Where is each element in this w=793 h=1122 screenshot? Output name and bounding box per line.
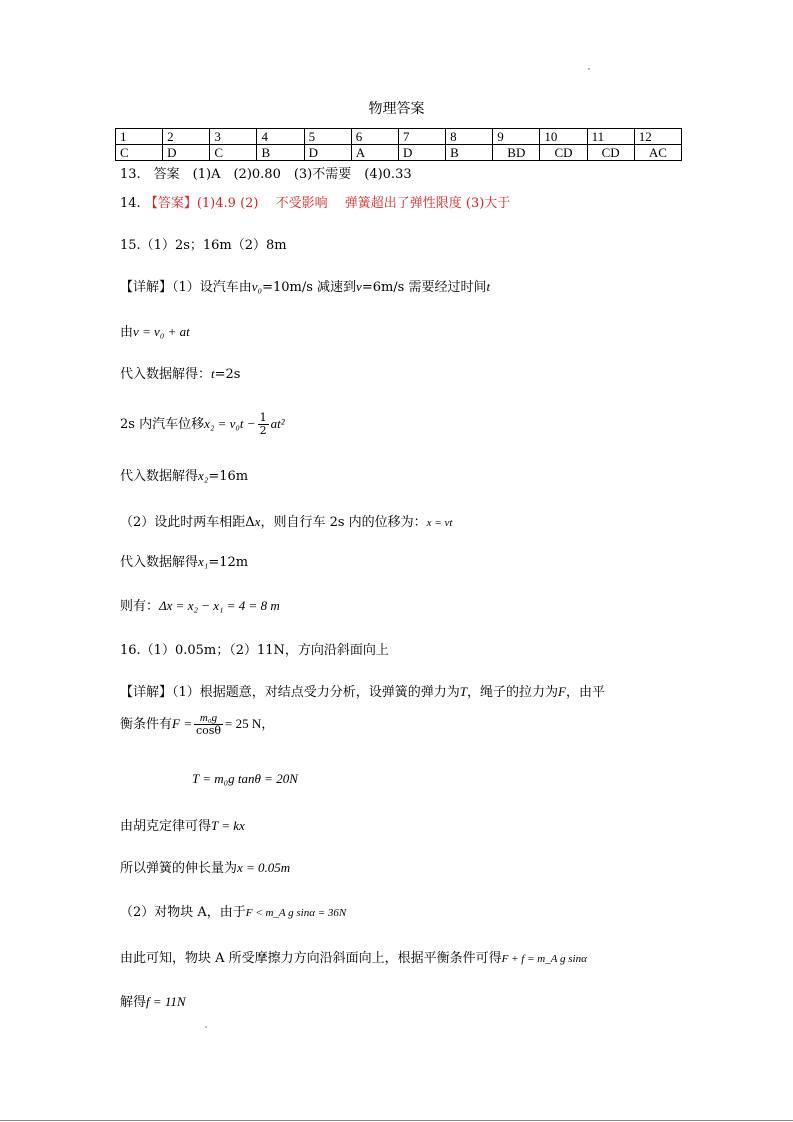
table-cell: 11 — [587, 129, 634, 145]
q15-solve-t — [120, 363, 240, 382]
fraction — [194, 712, 223, 737]
table-cell: AC — [634, 145, 681, 161]
table-cell: 3 — [210, 129, 257, 145]
text: ，由平 — [565, 685, 605, 700]
table-cell: CD — [587, 145, 634, 161]
q16-detail-line — [120, 681, 605, 700]
table-cell: D — [304, 145, 351, 161]
formula: T = m₀g tanθ = 20N — [192, 771, 298, 786]
text: 则有： — [120, 599, 160, 614]
var-T: T — [459, 684, 468, 699]
text: 解得 — [120, 995, 147, 1010]
formula: x = vt — [426, 517, 453, 529]
table-cell: B — [446, 145, 493, 161]
table-cell: 2 — [163, 129, 210, 145]
q14-number: 14. — [120, 196, 141, 211]
q14-answer — [120, 192, 510, 211]
q16-heading: 16.（1）0.05m；（2）11N，方向沿斜面向上 — [120, 643, 389, 658]
table-row-answers — [116, 145, 682, 161]
q13-answer: 13. 答案 (1)A (2)0.80 (3)不需要 (4)0.33 — [120, 167, 412, 182]
formula: T = kx — [211, 818, 245, 833]
q15-result-line — [120, 595, 280, 614]
text: 由 — [120, 325, 134, 340]
text: =6m/s 需要经过时间 — [361, 280, 487, 295]
value: = 25 N， — [225, 716, 275, 731]
formula: x₂ = v₀t − — [204, 416, 256, 431]
text: 代入数据解得： — [120, 367, 212, 382]
text: ，绳子的拉力为 — [467, 685, 559, 700]
text: 所以弹簧的伸长量为 — [120, 861, 238, 876]
text: =10m/s 减速到 — [262, 280, 357, 295]
text: （2）设此时两车相距Δ — [120, 515, 255, 530]
formula: Δx = x₂ − x₁ = 4 = 8 m — [159, 598, 280, 613]
var-x2: x₂ — [198, 468, 209, 483]
fraction-denominator: 2 — [259, 424, 267, 437]
var-v: v — [356, 279, 362, 294]
table-cell: BD — [493, 145, 540, 161]
table-cell: D — [398, 145, 445, 161]
table-cell: B — [257, 145, 304, 161]
formula: F = — [172, 716, 192, 731]
var-v0: v₀ — [251, 279, 263, 294]
q15-detail-line — [120, 276, 490, 295]
table-cell: C — [116, 145, 163, 161]
table-cell: 5 — [304, 129, 351, 145]
text: 由胡克定律可得 — [120, 819, 212, 834]
fraction-numerator: m₀g — [194, 712, 223, 725]
q15-part2-line — [120, 511, 452, 530]
q16-conclusion-line — [120, 947, 587, 966]
formula: F < m_A g sinα = 36N — [245, 907, 347, 919]
value: =16m — [208, 469, 249, 484]
formula: F + f = m_A g sinα — [501, 953, 587, 965]
q15-solve-x2 — [120, 465, 248, 484]
table-row-numbers — [116, 129, 682, 145]
page-title: 物理答案 — [368, 101, 425, 117]
formula: f = 11N — [146, 994, 186, 1009]
table-cell: 8 — [446, 129, 493, 145]
q16-tension-line — [192, 771, 298, 787]
table-cell: 7 — [398, 129, 445, 145]
var-t: t — [486, 279, 491, 294]
text: 代入数据解得 — [120, 555, 199, 570]
var-x1: x₁ — [198, 554, 209, 569]
q14-tag: 【答案】 — [144, 196, 197, 211]
fraction-denominator: cosθ — [195, 724, 222, 737]
q15-heading: 15.（1）2s；16m（2）8m — [120, 238, 287, 253]
table-cell: 10 — [540, 129, 587, 145]
table-cell: A — [351, 145, 398, 161]
q15-formula-line — [120, 321, 190, 340]
q15-displacement-line — [120, 412, 285, 437]
text: 2s 内汽车位移 — [120, 417, 205, 432]
formula: v = v₀ + at — [133, 324, 190, 339]
table-cell: D — [163, 145, 210, 161]
text: 衡条件有 — [120, 717, 173, 732]
table-cell: 9 — [493, 129, 540, 145]
var-x: x — [254, 514, 261, 529]
table-cell: 4 — [257, 129, 304, 145]
fraction-numerator: 1 — [259, 411, 267, 424]
q16-final-line — [120, 991, 186, 1010]
q14-body: (1)4.9 (2) 不受影响 弹簧超出了弹性限度 (3)大于 — [196, 196, 511, 211]
value: =12m — [208, 555, 249, 570]
text: 由此可知，物块 A 所受摩擦力方向沿斜面向上，根据平衡条件可得 — [120, 951, 502, 966]
q16-hooke-line — [120, 815, 245, 834]
answer-table — [115, 128, 682, 161]
var-F: F — [558, 684, 566, 699]
formula: x = 0.05m — [237, 860, 291, 875]
q15-solve-x1 — [120, 551, 248, 570]
table-cell: 12 — [634, 129, 681, 145]
text: 代入数据解得 — [120, 469, 199, 484]
var-t: t — [211, 366, 215, 381]
formula: at² — [270, 416, 285, 431]
text: （2）对物块 A，由于 — [120, 905, 246, 920]
text: 【详解】（1）设汽车由 — [120, 280, 252, 295]
table-cell: CD — [540, 145, 587, 161]
q16-extension-line — [120, 857, 290, 876]
table-cell: C — [210, 145, 257, 161]
page-bottom-rule — [0, 1120, 793, 1121]
text: ，则自行车 2s 内的位移为： — [260, 515, 427, 530]
q16-equilibrium-line — [120, 712, 274, 737]
value: =2s — [214, 367, 241, 382]
text: 【详解】（1）根据题意，对结点受力分析，设弹簧的弹力为 — [120, 685, 460, 700]
fraction — [258, 412, 269, 437]
scan-speck — [588, 68, 590, 70]
table-cell: 6 — [351, 129, 398, 145]
scan-speck — [205, 1026, 207, 1028]
q16-part2-line — [120, 901, 346, 920]
table-cell: 1 — [116, 129, 163, 145]
